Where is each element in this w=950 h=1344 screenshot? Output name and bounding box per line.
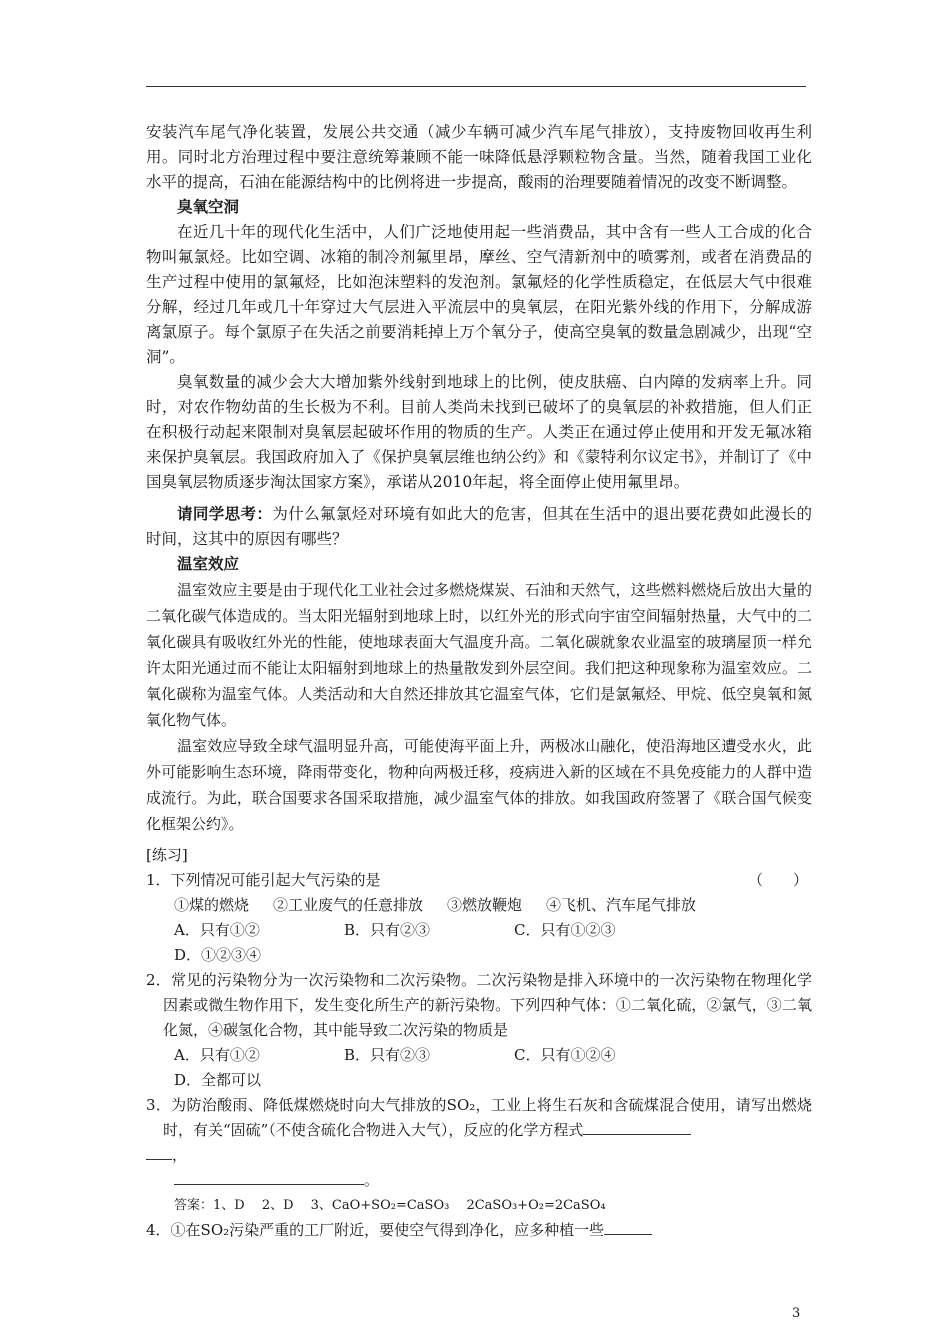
answer-blank <box>174 1170 364 1185</box>
paragraph-greenhouse-2: 温室效应导致全球气温明显升高，可能使海平面上升，两极冰山融化，使沿海地区遭受水火，此外可能影响生态环境，降雨带变化，物种向两极迁移，疫病进入新的区域在不具免疫能力的人群中造成流行。为此，联合国要求各国采取措施，减少温室气体的排放。如我国政府签署了《联合国气候变化框架公约》。 <box>146 737 812 833</box>
question-3-period: 。 <box>364 1171 380 1189</box>
q1-choice: B．只有②③ <box>344 921 431 939</box>
q1-choice: C．只有①②③ <box>514 921 616 939</box>
question-4 <box>146 1218 812 1243</box>
q2-choice: D．全都可以 <box>174 1071 262 1089</box>
q2-choice: C．只有①②④ <box>514 1046 616 1064</box>
question-3-line <box>146 1168 812 1193</box>
q1-item: ④飞机、汽车尾气排放 <box>546 896 697 914</box>
think-text: 为什么氟氯烃对环境有如此大的危害，但其在生活中的退出要花费如此漫长的时间，这其中的原因有哪些？ <box>146 505 812 548</box>
q2-choice: A．只有①② <box>174 1046 260 1064</box>
exercise-section <box>146 843 812 1243</box>
q1-item: ②工业废气的任意排放 <box>273 896 424 914</box>
answer-blank <box>146 1145 172 1160</box>
heading-greenhouse: 温室效应 <box>177 555 240 573</box>
answer-key: 答案：1、D 2、D 3、CaO+SO₂=CaSO₃ 2CaSO₃+O₂=2CaSO₄ <box>174 1198 606 1213</box>
question-1-text: 1．下列情况可能引起大气污染的是 <box>146 871 381 889</box>
q1-choice: D．①②③④ <box>174 946 262 964</box>
think-question <box>146 501 812 552</box>
q1-item: ①煤的燃烧 <box>174 896 250 914</box>
question-1-items <box>146 893 812 918</box>
answer-paren: （ ） <box>747 871 808 889</box>
q1-item: ③燃放鞭炮 <box>447 896 523 914</box>
question-3-cont <box>146 1143 812 1168</box>
q2-choice: B．只有②③ <box>344 1046 431 1064</box>
question-3 <box>146 1093 812 1143</box>
question-4-text: 4．①在SO₂污染严重的工厂附近，要使空气得到净化，应多种植一些 <box>146 1221 605 1239</box>
question-3-comma: ， <box>172 1146 188 1164</box>
heading-ozone-hole: 臭氧空洞 <box>177 198 240 216</box>
page-body <box>146 120 812 1243</box>
question-3-text: 3．为防治酸雨、降低煤燃烧时向大气排放的SO₂，工业上将生石灰和含硫煤混合使用，请写出燃烧时，有关“固硫”（不使含硫化合物进入大气），反应的化学方程式 <box>146 1096 812 1139</box>
question-2: 2．常见的污染物分为一次污染物和二次污染物。二次污染物是排入环境中的一次污染物在物理化学因素或微生物作用下，发生变化所生产的新污染物。下列四种气体：①二氧化硫，②氯气，③二氧化氮，④碳氢化合物，其中能导致二次污染的物质是 <box>146 971 812 1039</box>
paragraph-acid-rain: 安装汽车尾气净化装置，发展公共交通（减少车辆可减少汽车尾气排放），支持废物回收再生利用。同时北方治理过程中要注意统筹兼顾不能一味降低悬浮颗粒物含量。当然，随着我国工业化水平的提高，石油在能源结构中的比例将进一步提高，酸雨的治理要随着情况的改变不断调整。 <box>146 123 812 191</box>
question-2-choices <box>146 1043 812 1093</box>
think-label: 请同学思考： <box>177 504 273 523</box>
q1-choice: A．只有①② <box>174 921 260 939</box>
paragraph-ozone-2: 臭氧数量的减少会大大增加紫外线射到地球上的比例，使皮肤癌、白内障的发病率上升。同时，对农作物幼苗的生长极为不利。目前人类尚未找到已破坏了的臭氧层的补救措施，但人们正在积极行动起来限制对臭氧层起破坏作用的物质的生产。人类正在通过停止使用和开发无氟冰箱来保护臭氧层。我国政府加入了《保护臭氧层维也纳公约》和《蒙特利尔议定书》，并制订了《中国臭氧层物质逐步淘汰国家方案》，承诺从2010年起，将全面停止使用氟里昂。 <box>146 373 812 491</box>
question-1 <box>146 868 812 893</box>
page-number: 3 <box>792 1306 801 1321</box>
paragraph-ozone-1: 在近几十年的现代化生活中，人们广泛地使用起一些消费品，其中含有一些人工合成的化合物叫氟氯烃。比如空调、冰箱的制冷剂氟里昂，摩丝、空气清新剂中的喷雾剂，或者在消费品的生产过程中使用的氯氟烃，比如泡沫塑料的发泡剂。氯氟烃的化学性质稳定，在低层大气中很难分解，经过几年或几十年穿过大气层进入平流层中的臭氧层，在阳光紫外线的作用下，分解成游离氯原子。每个氯原子在失活之前要消耗掉上万个氧分子，使高空臭氧的数量急剧减少，出现“空洞”。 <box>146 223 812 366</box>
exercise-title: [练习] <box>146 846 188 864</box>
paragraph-greenhouse-1: 温室效应主要是由于现代化工业社会过多燃烧煤炭、石油和天然气，这些燃料燃烧后放出大量的二氧化碳气体造成的。当太阳光辐射到地球上时，以红外光的形式向宇宙空间辐射热量，大气中的二氧化碳具有吸收红外光的性能，使地球表面大气温度升高。二氧化碳就象农业温室的玻璃屋顶一样允许太阳光通过而不能让太阳辐射到地球上的热量散发到外层空间。我们把这种现象称为温室效应。二氧化碳称为温室气体。人类活动和大自然还排放其它温室气体，它们是氯氟烃、甲烷、低空臭氧和氮氧化物气体。 <box>146 581 812 729</box>
answer-blank <box>583 1120 691 1135</box>
header-rule <box>146 86 806 87</box>
answer-blank <box>604 1220 652 1235</box>
question-1-choices <box>146 918 812 968</box>
